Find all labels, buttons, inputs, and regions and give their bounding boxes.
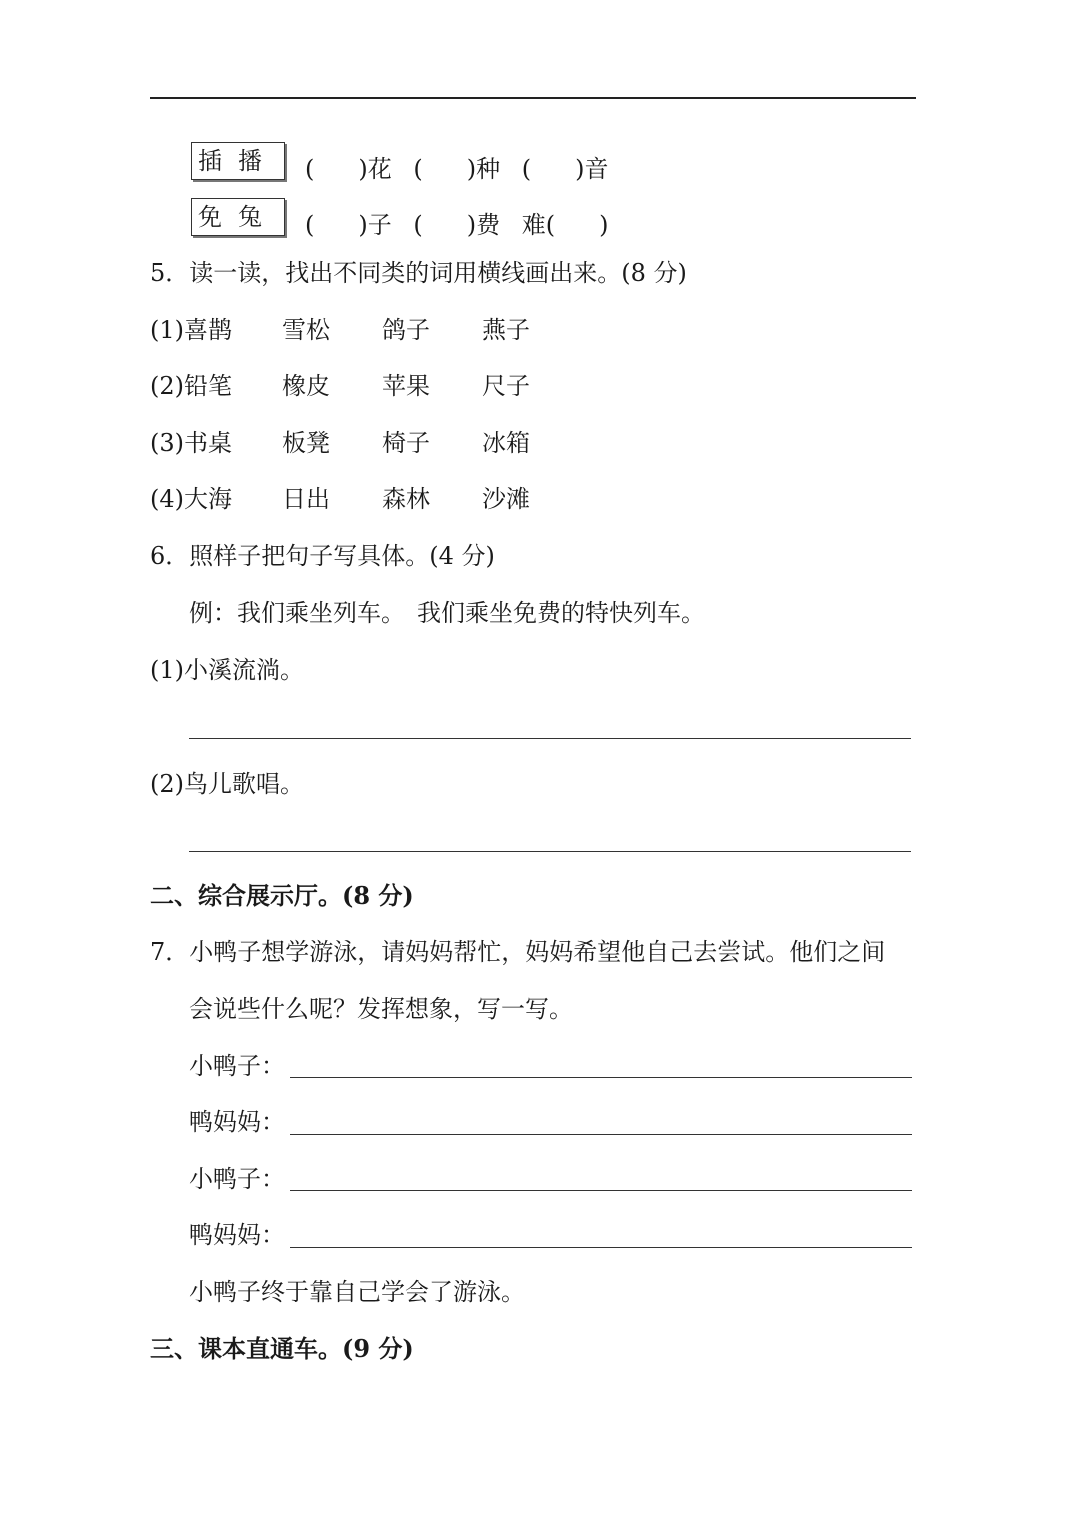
blank-suffix: )子 [358, 211, 392, 239]
blank-suffix: )费 [466, 211, 501, 239]
row-label: (2)铅笔 [150, 372, 232, 400]
blank-row-1: ( )花 ( )种 ( )音 [305, 155, 609, 183]
dialogue-speaker: 小鸭子： [189, 1052, 285, 1080]
word: 燕子 [482, 316, 530, 344]
answer-line[interactable] [189, 851, 911, 852]
answer-line[interactable] [189, 738, 911, 739]
char: 插 [198, 147, 222, 175]
section3-title: 三、课本直通车。(9 分) [150, 1334, 414, 1363]
blank-suffix: ) [599, 211, 609, 239]
q5-title: 5．读一读，找出不同类的词用横线画出来。(8 分) [150, 259, 687, 287]
q6-title: 6．照样子把句子写具体。(4 分) [150, 542, 495, 570]
q7-line-1: 7．小鸭子想学游泳，请妈妈帮忙，妈妈希望他自己去尝试。他们之间 [150, 938, 886, 966]
row-label: (3)书桌 [150, 429, 232, 457]
row-label: (1)喜鹊 [150, 316, 232, 344]
dialogue-speaker: 鸭妈妈： [189, 1221, 285, 1249]
char-box-1 [191, 142, 285, 180]
answer-line[interactable] [290, 1077, 912, 1078]
word: 日出 [282, 485, 330, 513]
q7-ending: 小鸭子终于靠自己学会了游泳。 [189, 1278, 525, 1306]
dialogue-speaker: 鸭妈妈： [189, 1108, 285, 1136]
char: 免 [198, 203, 222, 231]
char-box-2 [191, 198, 285, 236]
word: 橡皮 [282, 372, 330, 400]
word: 鸽子 [382, 316, 430, 344]
blank-prefix: 难( [521, 211, 556, 239]
row-label: (4)大海 [150, 485, 232, 513]
word: 苹果 [382, 372, 430, 400]
answer-line[interactable] [290, 1247, 912, 1248]
word: 森林 [382, 485, 430, 513]
word: 板凳 [282, 429, 330, 457]
q6-item-1: (1)小溪流淌。 [150, 656, 304, 684]
q5-row [150, 315, 582, 345]
answer-line[interactable] [290, 1190, 912, 1191]
blank-row-2: ( )子 ( )费 难( ) [305, 211, 609, 239]
blank-suffix: )音 [575, 155, 609, 183]
q7-line-2: 会说些什么呢？发挥想象，写一写。 [189, 995, 573, 1023]
char: 播 [238, 147, 262, 175]
q5-row [150, 428, 582, 458]
q6-item-2: (2)鸟儿歌唱。 [150, 770, 304, 798]
char: 兔 [238, 203, 262, 231]
word: 椅子 [382, 429, 430, 457]
word: 尺子 [482, 372, 530, 400]
top-rule [150, 97, 916, 99]
q5-row [150, 371, 582, 401]
q6-example: 例：我们乘坐列车。 我们乘坐免费的特快列车。 [189, 599, 705, 627]
section2-title: 二、综合展示厅。(8 分) [150, 881, 414, 910]
word: 沙滩 [482, 485, 530, 513]
q5-row [150, 484, 582, 514]
blank-suffix: )种 [466, 155, 501, 183]
dialogue-speaker: 小鸭子： [189, 1165, 285, 1193]
answer-line[interactable] [290, 1134, 912, 1135]
blank-suffix: )花 [358, 155, 392, 183]
word: 冰箱 [482, 429, 530, 457]
word: 雪松 [282, 316, 330, 344]
